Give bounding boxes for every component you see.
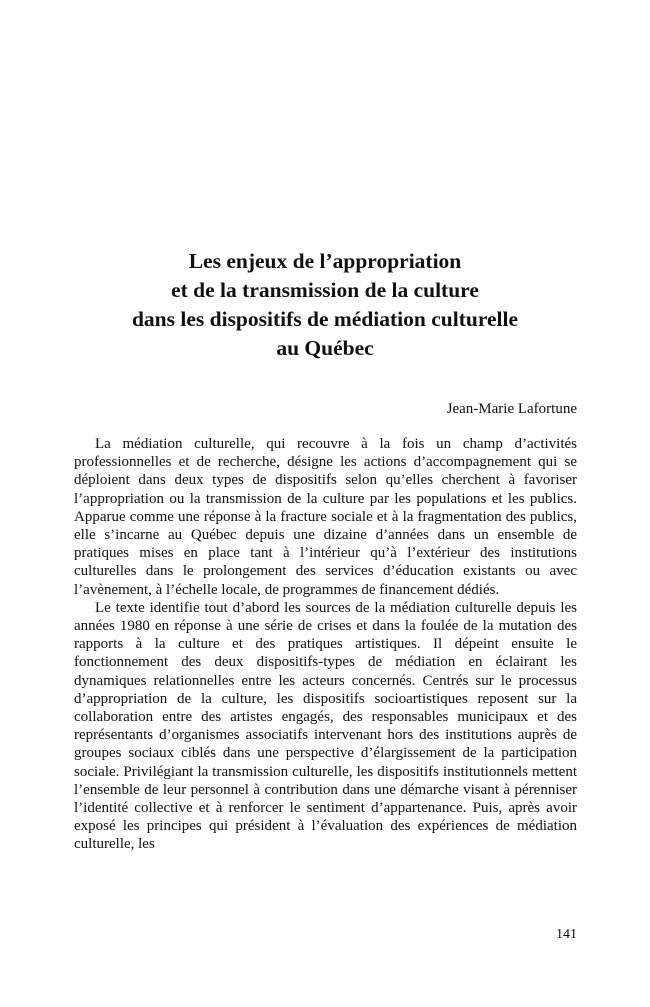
author-name: Jean-Marie Lafortune	[446, 401, 577, 417]
chapter-title-line: au Québec	[276, 336, 374, 360]
chapter-title-line: Les enjeux de l’appropriation	[188, 249, 462, 273]
abstract-paragraph: Le texte identifie tout d’abord les sources de la médiation culturelle depuis les années 1980 en réponse à une série de crises et dans la foulée de la mutation des rapports à la culture et des pratiques artistiques. Il dépeint ensuite le fonctionnement des deux dispositifs-types de médiation en éclairant les dynamiques relationnelles entre les acteurs concernés. Centrés sur le processus d’appropriation de la culture, les dispositifs socioartistiques reposent sur la collaboration entre des artistes engagés, des responsables municipaux et des représentants d’organismes associatifs intervenant hors des institutions auprès de groupes sociaux ciblés dans une perspective d’élargissement de la participation sociale. Privilégiant la transmission culturelle, les dispositifs institutionnels mettent l’ensemble de leur personnel à contribution dans une démarche visant à pérenniser l’identité collective et à renforcer le sentiment d’appartenance. Puis, après avoir exposé les principes qui président à l’évaluation des expériences de médiation culturelle, les	[74, 599, 577, 853]
abstract-body	[74, 435, 577, 854]
chapter-title-line: dans les dispositifs de médiation culturelle	[131, 307, 519, 331]
chapter-title	[60, 247, 590, 363]
chapter-title-line: et de la transmission de la culture	[171, 278, 479, 302]
abstract-paragraph: La médiation culturelle, qui recouvre à la fois un champ d’activités professionnelles et de recherche, désigne les actions d’accompagnement qui se déploient dans deux types de dispositifs selon qu’elles cherchent à favoriser l’appropriation ou la transmission de la culture par les populations et les publics. Apparue comme une réponse à la fracture sociale et à la fragmentation des publics, elle s’incarne au Québec depuis une dizaine d’années dans un ensemble de pratiques mises en place tant à l’intérieur qu’à l’extérieur des institutions culturelles dans le prolongement des services d’éducation existants ou avec l’avènement, à l’échelle locale, de programmes de financement dédiés.	[74, 436, 577, 598]
page-number: 141	[556, 927, 577, 942]
